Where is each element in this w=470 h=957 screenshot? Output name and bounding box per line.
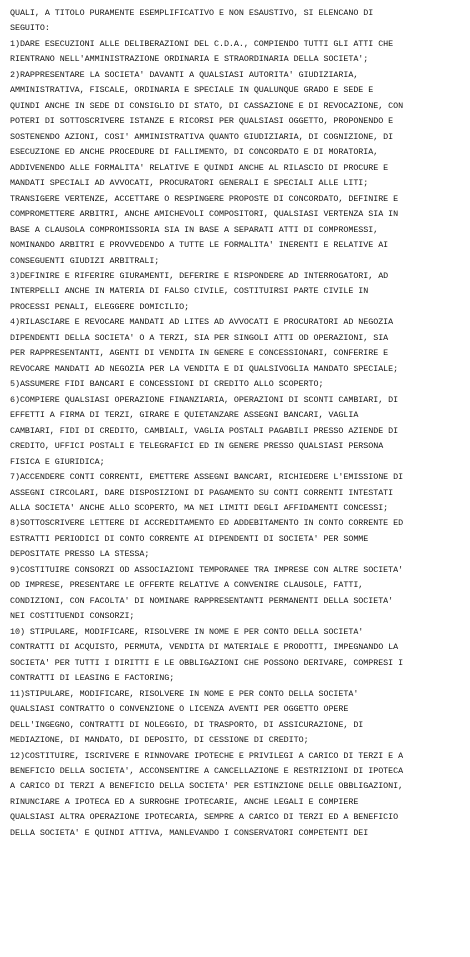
text-line: QUALI, A TITOLO PURAMENTE ESEMPLIFICATIVO E NON ESAUSTIVO, SI ELENCANO DI bbox=[10, 8, 374, 18]
text-line: FISICA E GIURIDICA; bbox=[10, 456, 105, 467]
text-line: A CARICO DI TERZI A BENEFICIO DELLA SOCIETA' PER ESTINZIONE DELLE OBBLIGAZIONI, bbox=[10, 781, 404, 792]
text-line: 9)COSTITUIRE CONSORZI OD ASSOCIAZIONI TEMPORANEE TRA IMPRESE CON ALTRE SOCIETA' bbox=[10, 564, 404, 575]
text-line: MANDATI SPECIALI AD AVVOCATI, PROCURATORI GENERALI E SPECIALI ALLE LITI; bbox=[10, 178, 369, 189]
text-line: 2)RAPPRESENTARE LA SOCIETA' DAVANTI A QUALSIASI AUTORITA' GIUDIZIARIA, bbox=[10, 69, 359, 80]
text-line: 3)DEFINIRE E RIFERIRE GIURAMENTI, DEFERIRE E RISPONDERE AD INTERROGATORI, AD bbox=[10, 270, 389, 281]
text-line bbox=[10, 903, 462, 918]
text-line: PROCESSI PENALI, ELEGGERE DOMICILIO; bbox=[10, 301, 190, 312]
text-line bbox=[10, 888, 462, 903]
text-line: DELL'INGEGNO, CONTRATTI DI NOLEGGIO, DI TRASPORTO, DI ASSICURAZIONE, DI bbox=[10, 719, 364, 730]
text-line: DELLA SOCIETA' E QUINDI ATTIVA, MANLEVANDO I CONSERVATORI COMPETENTI DEI bbox=[10, 827, 369, 838]
text-line bbox=[10, 857, 462, 872]
text-line: INTERPELLI ANCHE IN MATERIA DI FALSO CIVILE, COSTITUIRSI PARTE CIVILE IN bbox=[10, 286, 369, 297]
text-line: TRANSIGERE VERTENZE, ACCETTARE O RESPINGERE PROPOSTE DI CONCORDATO, DEFINIRE E bbox=[10, 193, 399, 204]
text-line: QUALSIASI ALTRA OPERAZIONE IPOTECARIA, SEMPRE A CARICO DI TERZI ED A BENEFICIO bbox=[10, 812, 399, 823]
text-line bbox=[10, 919, 462, 934]
text-line: NOMINANDO ARBITRI E PROVVEDENDO A TUTTE LE FORMALITA' INERENTI E RELATIVE AI bbox=[10, 240, 389, 251]
text-line: 5)ASSUMERE FIDI BANCARI E CONCESSIONI DI CREDITO ALLO SCOPERTO; bbox=[10, 379, 324, 390]
text-line: 6)COMPIERE QUALSIASI OPERAZIONE FINANZIARIA, OPERAZIONI DI SCONTI CAMBIARI, DI bbox=[10, 394, 399, 405]
text-line: EFFETTI A FIRMA DI TERZI, GIRARE E QUIETANZARE ASSEGNI BANCARI, VAGLIA bbox=[10, 410, 359, 421]
text-line bbox=[10, 872, 462, 887]
text-line: 7)ACCENDERE CONTI CORRENTI, EMETTERE ASSEGNI BANCARI, RICHIEDERE L'EMISSIONE DI bbox=[10, 472, 404, 483]
text-line: CONSEGUENTI GIUDIZI ARBITRALI; bbox=[10, 255, 160, 266]
text-line: CAMBIARI, FIDI DI CREDITO, CAMBIALI, VAGLIA POSTALI PAGABILI PRESSO AZIENDE DI bbox=[10, 425, 399, 436]
text-line: SOCIETA' PER TUTTI I DIRITTI E LE OBBLIGAZIONI CHE POSSONO DERIVARE, COMPRESI I bbox=[10, 657, 404, 668]
text-line: COMPROMETTERE ARBITRI, ANCHE AMICHEVOLI COMPOSITORI, QUALSIASI VERTENZA SIA IN bbox=[10, 209, 399, 220]
text-line: 4)RILASCIARE E REVOCARE MANDATI AD LITES AD AVVOCATI E PROCURATORI AD NEGOZIA bbox=[10, 317, 394, 328]
text-line: 1)DARE ESECUZIONI ALLE DELIBERAZIONI DEL C.D.A., COMPIENDO TUTTI GLI ATTI CHE bbox=[10, 38, 394, 49]
text-line: CREDITO, UFFICI POSTALI E TELEGRAFICI ED IN GENERE PRESSO QUALSIASI PERSONA bbox=[10, 441, 384, 452]
text-line: OD IMPRESE, PRESENTARE LE OFFERTE RELATIVE A CONVENIRE CLAUSOLE, FATTI, bbox=[10, 580, 364, 591]
text-line: CONTRATTI DI ACQUISTO, PERMUTA, VENDITA DI MATERIALE E PRODOTTI, IMPEGNANDO LA bbox=[10, 642, 399, 653]
text-line: ASSEGNI CIRCOLARI, DARE DISPOSIZIONI DI PAGAMENTO SU CONTI CORRENTI INTESTATI bbox=[10, 487, 394, 498]
text-line: REVOCARE MANDATI AD NEGOZIA PER LA VENDITA E DI QUALSIVOGLIA MANDATO SPECIALE; bbox=[10, 363, 399, 374]
text-line: ALLA SOCIETA' ANCHE ALLO SCOPERTO, MA NEI LIMITI DEGLI AFFIDAMENTI CONCESSI; bbox=[10, 503, 389, 513]
text-line: 11)STIPULARE, MODIFICARE, RISOLVERE IN NOME E PER CONTO DELLA SOCIETA' bbox=[10, 688, 359, 699]
text-line: 10) STIPULARE, MODIFICARE, RISOLVERE IN NOME E PER CONTO DELLA SOCIETA' bbox=[10, 626, 364, 637]
text-line: 12)COSTITUIRE, ISCRIVERE E RINNOVARE IPOTECHE E PRIVILEGI A CARICO DI TERZI E A bbox=[10, 750, 404, 761]
text-line: SEGUITO: bbox=[10, 23, 50, 34]
text-line: QUALSIASI CONTRATTO O CONVENZIONE O LICENZA AVENTI PER OGGETTO OPERE bbox=[10, 704, 349, 715]
text-line: QUINDI ANCHE IN SEDE DI CONSIGLIO DI STATO, DI CASSAZIONE E DI REVOCAZIONE, CON bbox=[10, 100, 404, 111]
text-line: POTERI DI SOTTOSCRIVERE ISTANZE E RICORSI PER QUALSIASI OGGETTO, PROPONENDO E bbox=[10, 116, 394, 127]
text-line: DEPOSITATE PRESSO LA STESSA; bbox=[10, 549, 150, 560]
text-line: BASE A CLAUSOLA COMPROMISSORIA SIA IN BASE A SEPARATI ATTI DI COMPROMESSI, bbox=[10, 224, 379, 235]
text-line: AMMINISTRATIVA, FISCALE, ORDINARIA E SPECIALE IN QUALUNQUE GRADO E SEDE E bbox=[10, 85, 374, 96]
text-line: ADDIVENENDO ALLE FORMALITA' RELATIVE E QUINDI ANCHE AL RILASCIO DI PROCURE E bbox=[10, 162, 389, 173]
text-line: NEI COSTITUENDI CONSORZI; bbox=[10, 611, 135, 622]
text-line: CONDIZIONI, CON FACOLTA' DI NOMINARE RAPPRESENTANTI PERMANENTI DELLA SOCIETA' bbox=[10, 595, 394, 606]
text-line: ESECUZIONE ED ANCHE PROCEDURE DI FALLIMENTO, DI CONCORDATO E DI MORATORIA, bbox=[10, 147, 379, 158]
text-line: RIENTRANO NELL'AMMINISTRAZIONE ORDINARIA E STRAORDINARIA DELLA SOCIETA'; bbox=[10, 54, 369, 65]
text-line bbox=[10, 934, 462, 949]
text-line: PER RAPPRESENTANTI, AGENTI DI VENDITA IN GENERE E CONCESSIONARI, CONFERIRE E bbox=[10, 348, 389, 359]
text-line: CONTRATTI DI LEASING E FACTORING; bbox=[10, 673, 175, 684]
text-line: 8)SOTTOSCRIVERE LETTERE DI ACCREDITAMENTO ED ADDEBITAMENTO IN CONTO CORRENTE ED bbox=[10, 518, 404, 529]
text-line bbox=[10, 841, 462, 856]
text-line: BENEFICIO DELLA SOCIETA', ACCONSENTIRE A CANCELLAZIONE E RESTRIZIONI DI IPOTECA bbox=[10, 765, 404, 776]
text-line: RINUNCIARE A IPOTECA ED A SURROGHE IPOTECARIE, ANCHE LEGALI E COMPIERE bbox=[10, 796, 359, 807]
text-line: MEDIAZIONE, DI MANDATO, DI DEPOSITO, DI CESSIONE DI CREDITO; bbox=[10, 735, 309, 746]
text-line: ESTRATTI PERIODICI DI CONTO CORRENTE AI DIPENDENTI DI SOCIETA' PER SOMME bbox=[10, 533, 369, 544]
text-line: SOSTENENDO AZIONI, COSI' AMMINISTRATIVA QUANTO GIUDIZIARIA, DI COGNIZIONE, DI bbox=[10, 131, 394, 142]
text-line: DIPENDENTI DELLA SOCIETA' O A TERZI, SIA PER SINGOLI ATTI OD OPERAZIONI, SIA bbox=[10, 332, 389, 343]
